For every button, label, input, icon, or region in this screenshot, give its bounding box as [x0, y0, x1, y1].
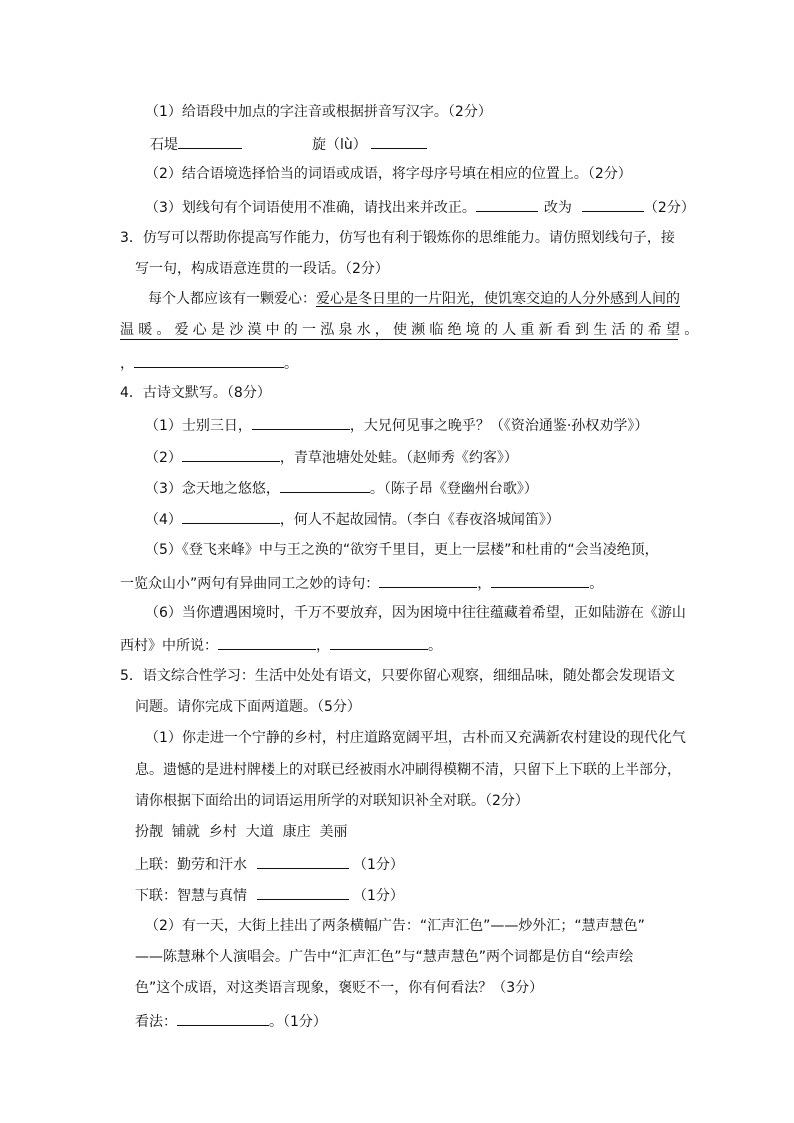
q3-underlined-sentence-1: 爱心是冬日里的一片阳光，使饥寒交迫的人分外感到人间的 [316, 291, 680, 307]
q2-word2-blank[interactable] [371, 133, 427, 149]
q5-view-lead: 看法： [135, 1014, 177, 1030]
q5-view-blank[interactable] [177, 1010, 269, 1026]
q3-passage-line2 [120, 320, 702, 340]
q2-sub3 [145, 196, 695, 216]
q5-lower-couplet [135, 884, 404, 904]
q2-sub3-change-to: 改为 [543, 200, 572, 216]
q4-item5-blank2[interactable] [491, 572, 589, 588]
q5-upper-lead: 上联：勤劳和汗水 [135, 857, 247, 873]
q4-title: 4．古诗文默写。（8分） [120, 385, 271, 401]
q5-upper-score: （1分） [353, 857, 404, 873]
q4-item1-blank[interactable] [252, 414, 350, 430]
q4-item5-line1: （5）《登飞来峰》中与王之涣的“欲穷千里目，更上一层楼”和杜甫的“会当凌绝顶， [145, 542, 659, 558]
q4-item1-lead: （1）士别三日， [145, 418, 252, 434]
q4-item6-blank1[interactable] [218, 634, 316, 650]
q3-prompt-line1: 3．仿写可以帮助你提高写作能力，仿写也有利于锻炼你的思维能力。请仿照划线句子，接 [120, 230, 675, 246]
q5-part2-line3: 色”这个成语，对这类语言现象，褒贬不一，你有何看法？（3分） [135, 980, 544, 996]
q2-word1: 石堤 [150, 137, 178, 153]
q5-part2-line2: ——陈慧琳个人演唱会。广告中“汇声汇色”与“慧声慧色”两个词都是仿自“绘声绘 [135, 949, 634, 965]
q5-part2-line1: （2）有一天，大街上挂出了两条横幅广告：“汇声汇色”——炒外汇；“慧声慧色” [145, 918, 645, 934]
q2-sub1: （1）给语段中加点的字注音或根据拼音写汉字。（2分） [145, 104, 492, 120]
q4-item3 [145, 477, 538, 497]
q4-item1-tail: ，大兄何见事之晚乎？（《资治通鉴·孙权劝学》） [349, 418, 649, 434]
q3-answer-blank[interactable] [134, 352, 284, 368]
q5-part1-line2: 息。遗憾的是进村牌楼上的对联已经被雨水冲刷得模糊不清，只留下上下联的上半部分， [135, 762, 681, 778]
q3-underlined-sentence-2: 温暖。爱心是沙漠中的一泓泉水，使濒临绝境的人重新看到生活的希望。 [120, 322, 703, 338]
q5-view-line [135, 1010, 327, 1030]
q4-item6-end: 。 [428, 638, 442, 654]
q2-word-row [150, 133, 427, 153]
q5-lower-score: （1分） [353, 888, 404, 904]
q4-item3-tail: 。（陈子昂《登幽州台歌》） [369, 481, 538, 497]
q4-item5-blank1[interactable] [379, 572, 477, 588]
q4-item5-line2 [120, 572, 603, 592]
q4-item4-tail: ，何人不起故园情。（李白《春夜洛城闻笛》） [279, 512, 560, 528]
q2-sub3-text: （3）划线句有个词语使用不准确，请找出来并改正。 [145, 200, 476, 216]
q2-word1-blank[interactable] [178, 133, 242, 149]
q4-item6-sep: ， [316, 638, 330, 654]
q2-sub3-blank2[interactable] [582, 196, 644, 212]
q4-item4-blank[interactable] [182, 508, 280, 524]
q4-item5-end: 。 [589, 576, 604, 592]
q3-passage-plain: 每个人都应该有一颗爱心： [148, 291, 316, 307]
q5-part1-line1: （1）你走进一个宁静的乡村，村庄道路宽阔平坦，古朴而又充满新农村建设的现代化气 [145, 730, 686, 746]
q3-answer-line [120, 352, 298, 372]
q5-prompt-line2: 问题。请你完成下面两道题。（5分） [135, 699, 361, 715]
q4-item4-lead: （4） [145, 512, 182, 528]
q2-word2: 旋（lù） [312, 137, 367, 153]
q5-part1-line3: 请你根据下面给出的词语运用所学的对联知识补全对联。（2分） [135, 793, 529, 809]
q4-item6-line2 [120, 634, 442, 654]
q3-answer-comma: ， [120, 356, 134, 372]
q2-sub2: （2）结合语境选择恰当的词语或成语，将字母序号填在相应的位置上。（2分） [145, 166, 632, 182]
q5-word-bank: 扮靓 铺就 乡村 大道 康庄 美丽 [135, 824, 348, 840]
q5-upper-blank[interactable] [257, 853, 349, 869]
q4-item2-lead: （2） [145, 450, 182, 466]
q5-view-tail: 。（1分） [269, 1014, 327, 1030]
q5-lower-lead: 下联：智慧与真情 [135, 888, 247, 904]
q3-answer-period: 。 [284, 356, 298, 372]
q4-item2-blank[interactable] [182, 446, 280, 462]
q4-item2-tail: ，青草池塘处处蛙。（赵师秀《约客》） [279, 450, 518, 466]
q3-underline-rule [120, 339, 678, 340]
q2-sub3-score: （2分） [643, 200, 695, 216]
q4-item5-lead: 一览众山小”两句有异曲同工之妙的诗句： [120, 576, 380, 592]
q4-item5-sep: ， [477, 576, 492, 592]
q4-item4 [145, 508, 560, 528]
q4-item6-line1: （6）当你遭遇困境时，千万不要放弃，因为困境中往往蕴藏着希望，正如陆游在《游山 [145, 605, 686, 621]
q4-item6-lead: 西村》中所说： [120, 638, 218, 654]
q5-upper-couplet [135, 853, 404, 873]
q3-passage-line1 [148, 289, 680, 309]
q4-item3-blank[interactable] [280, 477, 370, 493]
q4-item2 [145, 446, 518, 466]
q5-prompt-line1: 5．语文综合性学习：生活中处处有语文，只要你留心观察，细细品味，随处都会发现语文 [120, 668, 675, 684]
q5-lower-blank[interactable] [257, 884, 349, 900]
q4-item1 [145, 414, 648, 434]
q4-item6-blank2[interactable] [330, 634, 428, 650]
q2-sub3-blank1[interactable] [476, 196, 538, 212]
q3-prompt-line2: 写一句，构成语意连贯的一段话。（2分） [135, 261, 389, 277]
q4-item3-lead: （3）念天地之悠悠， [145, 481, 280, 497]
